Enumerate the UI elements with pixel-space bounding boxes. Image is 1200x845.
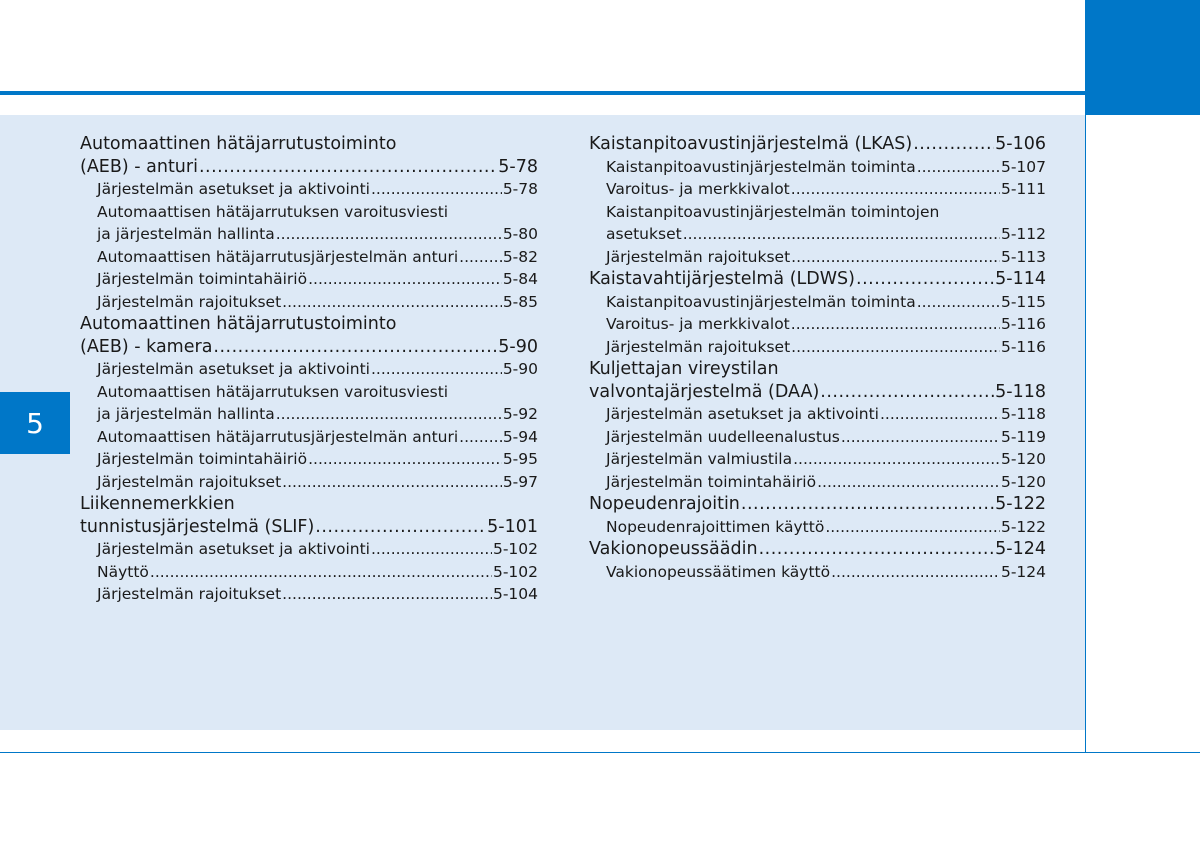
toc-entry-line: [80, 358, 538, 381]
toc-page-number: 5-107: [1000, 157, 1046, 176]
toc-subsection[interactable]: [80, 381, 538, 426]
toc-dot-leader: [150, 561, 492, 584]
toc-page-number: 5-111: [1000, 180, 1046, 198]
toc-title-line: Automaattisen hätäjarrutuksen varoitusviesti: [97, 382, 449, 401]
toc-dot-leader: [308, 268, 502, 291]
toc-subsection[interactable]: [589, 156, 1046, 179]
toc-entry-line: [80, 268, 538, 291]
chapter-tab: [0, 392, 70, 454]
toc-title: Järjestelmän toimintahäiriö: [97, 270, 308, 288]
toc-subsection[interactable]: [80, 583, 538, 606]
toc-page-number: 5-90: [498, 336, 538, 357]
toc-page-number: 5-94: [502, 427, 538, 446]
toc-title: Vakionopeussäädin: [589, 539, 758, 559]
toc-page-number: 5-78: [502, 180, 538, 198]
toc-subsection[interactable]: [589, 291, 1046, 314]
bottom-rule: [0, 752, 1200, 753]
toc-section[interactable]: [80, 493, 538, 538]
toc-title: tunnistusjärjestelmä (SLIF): [80, 516, 315, 537]
toc-title: Järjestelmän valmiustila: [606, 450, 793, 468]
toc-title: ja järjestelmän hallinta: [97, 225, 275, 243]
toc-dot-leader: [199, 156, 497, 179]
toc-subsection[interactable]: [589, 313, 1046, 336]
toc-entry-line: [589, 561, 1046, 584]
toc-title: ja järjestelmän hallinta: [97, 405, 275, 423]
toc-entry-line: [589, 223, 1046, 246]
toc-dot-leader: [791, 246, 1000, 269]
toc-section[interactable]: [80, 133, 538, 178]
toc-entry-line: [589, 493, 1046, 516]
toc-page-number: 5-122: [995, 494, 1046, 514]
toc-subsection[interactable]: [589, 178, 1046, 201]
toc-dot-leader: [831, 561, 1000, 584]
toc-title: Kaistanpitoavustinjärjestelmä (LKAS): [589, 134, 913, 154]
toc-page-number: 5-112: [1000, 225, 1046, 243]
toc-section[interactable]: [589, 538, 1046, 561]
toc-entry-line: [80, 426, 538, 449]
toc-dot-leader: [459, 426, 502, 449]
toc-dot-leader: [282, 583, 492, 606]
toc-entry-line: [80, 403, 538, 426]
toc-entry-line: [589, 538, 1046, 561]
toc-title-line: Automaattinen hätäjarrutustoiminto: [80, 134, 397, 154]
toc-page-number: 5-106: [995, 134, 1046, 154]
toc-dot-leader: [371, 538, 492, 561]
toc-entry-line: [589, 178, 1046, 201]
toc-entry-line: [589, 268, 1046, 291]
toc-page-number: 5-80: [502, 225, 538, 243]
toc-title: Järjestelmän uudelleenalustus: [606, 427, 840, 446]
toc-dot-leader: [825, 516, 1000, 539]
toc-title: Kaistavahtijärjestelmä (LDWS): [589, 269, 855, 289]
toc-subsection[interactable]: [80, 448, 538, 471]
right-margin-rule: [1085, 115, 1086, 753]
toc-title: Järjestelmän asetukset ja aktivointi: [97, 540, 370, 558]
toc-title: Järjestelmän rajoitukset: [606, 247, 791, 266]
toc-subsection[interactable]: [589, 201, 1046, 246]
toc-entry-line: [589, 381, 1046, 404]
toc-title: Automaattisen hätäjarrutusjärjestelmän anturi: [97, 427, 459, 446]
toc-dot-leader: [213, 336, 497, 359]
toc-title-line: Liikennemerkkien: [80, 494, 235, 514]
toc-title: Järjestelmän rajoitukset: [97, 472, 282, 491]
toc-page-number: 5-118: [995, 381, 1046, 402]
toc-title: Automaattisen hätäjarrutusjärjestelmän anturi: [97, 247, 459, 266]
toc-page-number: 5-124: [995, 539, 1046, 559]
toc-entry-line: [80, 516, 538, 539]
toc-subsection[interactable]: [80, 358, 538, 381]
toc-title: Varoitus- ja merkkivalot: [606, 315, 790, 333]
toc-entry-line: [80, 336, 538, 359]
corner-accent-block: [1085, 0, 1200, 115]
toc-subsection[interactable]: [80, 561, 538, 584]
toc-subsection[interactable]: [80, 426, 538, 449]
toc-dot-leader: [282, 291, 502, 314]
toc-title: Kaistanpitoavustinjärjestelmän toiminta: [606, 292, 916, 311]
toc-dot-leader: [276, 223, 502, 246]
toc-dot-leader: [282, 471, 502, 494]
toc-dot-leader: [917, 156, 1000, 179]
toc-title-line: Kaistanpitoavustinjärjestelmän toimintojen: [606, 202, 940, 221]
toc-title: Nopeudenrajoittimen käyttö: [606, 517, 825, 536]
toc-dot-leader: [276, 403, 502, 426]
toc-entry-line: [80, 156, 538, 179]
chapter-number: 5: [26, 406, 44, 440]
toc-page-number: 5-84: [502, 270, 538, 288]
toc-page-number: 5-97: [502, 472, 538, 491]
toc-title: Järjestelmän toimintahäiriö: [97, 450, 308, 468]
toc-page-number: 5-102: [492, 562, 538, 581]
toc-section[interactable]: [589, 493, 1046, 516]
toc-page-number: 5-85: [502, 292, 538, 311]
toc-page-number: 5-115: [1000, 292, 1046, 311]
toc-subsection[interactable]: [589, 403, 1046, 426]
toc-title: Järjestelmän asetukset ja aktivointi: [606, 405, 879, 423]
toc-page-number: 5-102: [492, 540, 538, 558]
toc-dot-leader: [791, 336, 1000, 359]
toc-subsection[interactable]: [589, 336, 1046, 359]
toc-subsection[interactable]: [80, 538, 538, 561]
toc-entry-line: [589, 313, 1046, 336]
toc-subsection[interactable]: [589, 516, 1046, 539]
toc-title: Järjestelmän toimintahäiriö: [606, 472, 817, 491]
toc-dot-leader: [759, 538, 995, 561]
toc-dot-leader: [683, 223, 1000, 246]
toc-title-line: Automaattinen hätäjarrutustoiminto: [80, 314, 397, 334]
toc-entry-line: [589, 156, 1046, 179]
toc-page-number: 5-116: [1000, 337, 1046, 356]
toc-entry-line: [589, 471, 1046, 494]
toc-title: valvontajärjestelmä (DAA): [589, 381, 820, 402]
top-rule: [0, 91, 1085, 95]
toc-dot-leader: [793, 448, 1000, 471]
toc-title: Järjestelmän asetukset ja aktivointi: [97, 180, 370, 198]
toc-page-number: 5-92: [502, 405, 538, 423]
toc-title: Varoitus- ja merkkivalot: [606, 180, 790, 198]
toc-page-number: 5-119: [1000, 427, 1046, 446]
toc-right-column: [589, 133, 1046, 583]
toc-section[interactable]: [589, 358, 1046, 403]
toc-dot-leader: [856, 268, 994, 291]
toc-dot-leader: [791, 178, 1000, 201]
toc-subsection[interactable]: [589, 561, 1046, 584]
toc-title: (AEB) - kamera: [80, 336, 213, 357]
toc-dot-leader: [880, 403, 1000, 426]
toc-title: Järjestelmän rajoitukset: [97, 292, 282, 311]
toc-subsection[interactable]: [589, 426, 1046, 449]
toc-entry-line: [80, 291, 538, 314]
toc-page-number: 5-78: [498, 156, 538, 177]
toc-subsection[interactable]: [589, 471, 1046, 494]
toc-subsection[interactable]: [589, 448, 1046, 471]
toc-dot-leader: [371, 178, 502, 201]
toc-entry-line: [589, 403, 1046, 426]
toc-subsection[interactable]: [80, 268, 538, 291]
toc-subsection[interactable]: [589, 246, 1046, 269]
toc-title: Järjestelmän asetukset ja aktivointi: [97, 360, 370, 378]
toc-page-number: 5-101: [487, 516, 538, 537]
toc-page-number: 5-90: [502, 360, 538, 378]
toc-entry-line: [589, 516, 1046, 539]
toc-section[interactable]: [80, 313, 538, 358]
toc-title: Nopeudenrajoitin: [589, 494, 740, 514]
toc-subsection[interactable]: [80, 201, 538, 246]
toc-dot-leader: [791, 313, 1000, 336]
toc-title: Vakionopeussäätimen käyttö: [606, 562, 831, 581]
toc-entry-line: [589, 246, 1046, 269]
toc-title: asetukset: [606, 225, 682, 243]
toc-section[interactable]: [589, 133, 1046, 156]
toc-entry-line: [80, 223, 538, 246]
toc-entry-line: [80, 246, 538, 269]
toc-title: Näyttö: [97, 562, 149, 581]
toc-dot-leader: [371, 358, 502, 381]
toc-entry-line: [80, 448, 538, 471]
toc-subsection[interactable]: [80, 471, 538, 494]
toc-dot-leader: [917, 291, 1000, 314]
toc-title: (AEB) - anturi: [80, 156, 198, 177]
toc-entry-line: [80, 471, 538, 494]
toc-subsection[interactable]: [80, 246, 538, 269]
toc-dot-leader: [308, 448, 502, 471]
toc-dot-leader: [459, 246, 502, 269]
toc-subsection[interactable]: [80, 178, 538, 201]
toc-page-number: 5-118: [1000, 405, 1046, 423]
toc-dot-leader: [913, 133, 994, 156]
toc-entry-line: [589, 426, 1046, 449]
toc-section[interactable]: [589, 268, 1046, 291]
toc-entry-line: [80, 178, 538, 201]
toc-entry-line: [589, 336, 1046, 359]
toc-dot-leader: [841, 426, 1000, 449]
toc-left-column: [80, 133, 538, 606]
toc-page-number: 5-120: [1000, 450, 1046, 468]
toc-page-number: 5-114: [995, 269, 1046, 289]
toc-page-number: 5-113: [1000, 247, 1046, 266]
toc-page-number: 5-95: [502, 450, 538, 468]
toc-title: Järjestelmän rajoitukset: [97, 585, 282, 603]
toc-title-line: Automaattisen hätäjarrutuksen varoitusviesti: [97, 202, 449, 221]
toc-page-number: 5-104: [492, 585, 538, 603]
toc-page-number: 5-82: [502, 247, 538, 266]
toc-entry-line: [589, 291, 1046, 314]
toc-subsection[interactable]: [80, 291, 538, 314]
toc-entry-line: [80, 561, 538, 584]
toc-page-number: 5-120: [1000, 472, 1046, 491]
toc-title-line: Kuljettajan vireystilan: [589, 359, 779, 379]
toc-page-number: 5-124: [1000, 562, 1046, 581]
toc-title: Kaistanpitoavustinjärjestelmän toiminta: [606, 157, 916, 176]
toc-dot-leader: [817, 471, 1000, 494]
toc-dot-leader: [741, 493, 994, 516]
toc-title: Järjestelmän rajoitukset: [606, 337, 791, 356]
toc-dot-leader: [820, 381, 994, 404]
toc-entry-line: [589, 133, 1046, 156]
toc-entry-line: [80, 583, 538, 606]
toc-entry-line: [589, 448, 1046, 471]
toc-dot-leader: [315, 516, 486, 539]
toc-page-number: 5-122: [1000, 517, 1046, 536]
toc-page-number: 5-116: [1000, 315, 1046, 333]
toc-entry-line: [80, 538, 538, 561]
